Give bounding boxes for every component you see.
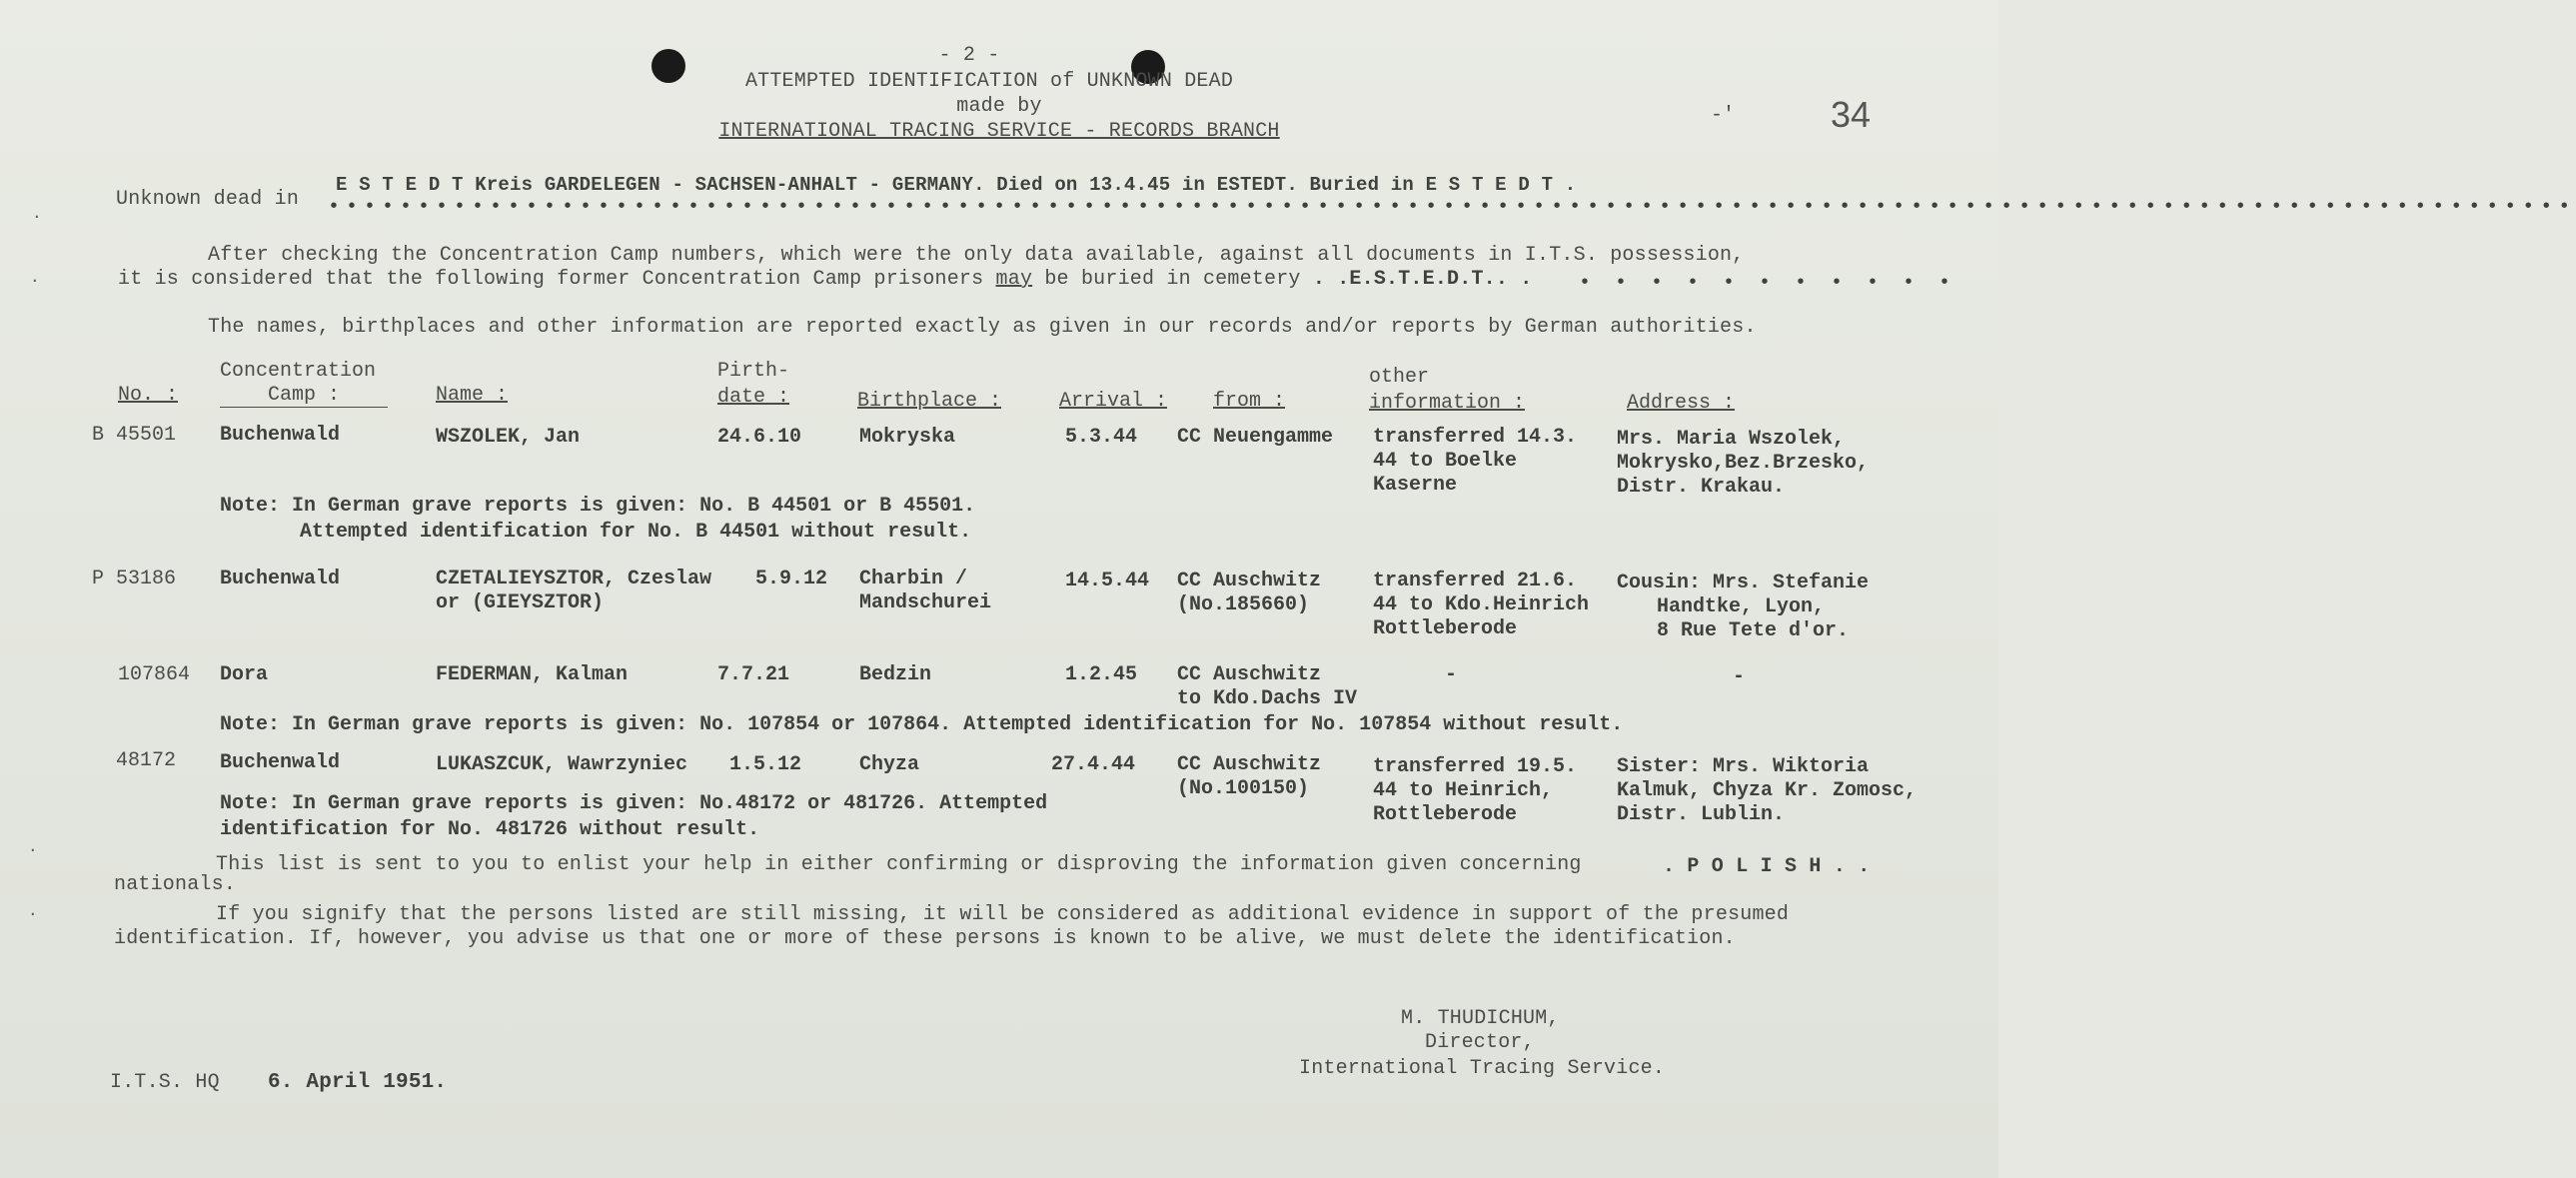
cell-arrival: 5.3.44 [1065, 426, 1138, 449]
header-no: No. : [118, 384, 179, 407]
row-note: Note: In German grave reports is given: No. B 44501 or B 45501. Attempted identification for No. B 44501 without result. [220, 495, 976, 544]
cell-camp: Buchenwald [220, 424, 341, 447]
cell-other: transferred 21.6. 44 to Kdo.Heinrich Rottleberode [1373, 570, 1590, 640]
intro-line-1: After checking the Concentration Camp numbers, which were the only data available, against all documents in I.T.S. possession, [208, 244, 1745, 267]
cell-no: B 45501 [92, 424, 177, 447]
header-other-bottom: information : [1369, 392, 1526, 415]
cell-birthplace: Mokryska [859, 426, 956, 449]
page-number: 34 [1831, 94, 1872, 135]
cell-name: CZETALIEYSZTOR, Czeslaw or (GIEYSZTOR) [436, 568, 712, 614]
intro-line-2-start: it is considered that the following former Concentration Camp prisoners [118, 268, 984, 291]
margin-mark: · [28, 905, 38, 923]
header-other-top: other [1369, 366, 1430, 389]
header-birthdate-top: Pirth- [717, 360, 790, 383]
cell-other: transferred 19.5. 44 to Heinrich, Rottleberode [1373, 755, 1578, 826]
cell-address: Sister: Mrs. Wiktoria Kalmuk, Chyza Kr. Zomosc, Distr. Lublin. [1617, 755, 1918, 826]
intro-line-2 [118, 268, 1532, 291]
cell-other: transferred 14.3. 44 to Boelke Kaserne [1373, 426, 1578, 497]
dotted-leader: ••••••••••••••••••••••••••••••••••••••••••••••••••••••••••••••••••••••••••••••••••••••••••••••••••••••••••••••••••••••••••••• [328, 196, 2576, 219]
closing-paragraph-1-line-1: This list is sent to you to enlist your help in either confirming or disproving the information given concerning [216, 853, 1582, 876]
document-title: ATTEMPTED IDENTIFICATION of UNKNOWN DEAD [744, 70, 1234, 93]
cell-no: 107864 [118, 663, 191, 686]
closing-paragraph-1-line-2: nationals. [114, 873, 237, 896]
closing-paragraph-2-line-2: identification. If, however, you advise us that one or more of these persons is known to be alive, we must delete the identification. [114, 927, 1736, 950]
header-from: from : [1213, 390, 1286, 413]
cell-other: - [1445, 663, 1458, 686]
header-address: Address : [1627, 392, 1736, 415]
header-camp-top: Concentration [220, 360, 377, 383]
page-marker: - 2 - [938, 44, 1000, 67]
intro-may-word: may [995, 268, 1033, 291]
cell-camp: Buchenwald [220, 751, 341, 774]
footer-place: I.T.S. HQ [110, 1071, 220, 1094]
cell-birthplace: Charbin / Mandschurei [859, 568, 992, 614]
cell-name: WSZOLEK, Jan [436, 426, 581, 449]
organization-heading: INTERNATIONAL TRACING SERVICE - RECORDS BRANCH [718, 120, 1280, 143]
made-by-label: made by [956, 95, 1042, 118]
signature-name: M. THUDICHUM, [1401, 1007, 1560, 1030]
cell-camp: Buchenwald [220, 568, 341, 590]
cell-no: P 53186 [92, 568, 177, 590]
cell-birthdate: 1.5.12 [729, 753, 802, 776]
cell-name: FEDERMAN, Kalman [436, 663, 629, 686]
intro-dotted-leader: • • • • • • • • • • • [1579, 272, 1957, 295]
cell-from: CC Auschwitz (No.185660) [1177, 570, 1322, 616]
cell-from: CC Neuengamme [1177, 426, 1334, 449]
cell-no: 48172 [116, 749, 177, 772]
cell-address: Mrs. Maria Wszolek, Mokrysko,Bez.Brzesko, Distr. Krakau. [1617, 428, 1870, 499]
cell-from: CC Auschwitz to Kdo.Dachs IV [1177, 663, 1358, 710]
cell-birthdate: 5.9.12 [755, 568, 828, 590]
cell-camp: Dora [220, 663, 269, 686]
header-name: Name : [436, 384, 509, 407]
cell-arrival: 27.4.44 [1051, 753, 1136, 776]
header-birthplace: Birthplace : [857, 390, 1002, 413]
cell-arrival: 1.2.45 [1065, 663, 1138, 686]
punch-hole-left [651, 49, 685, 83]
intro-line-2-mid: be buried in cemetery [1044, 268, 1301, 291]
intro-line-3: The names, birthplaces and other information are reported exactly as given in our records and/or reports by German authorities. [208, 316, 1757, 339]
cell-birthplace: Bedzin [859, 663, 932, 686]
row-note: Note: In German grave reports is given: No. 107854 or 107864. Attempted identification for No. 107854 without result. [220, 713, 1624, 736]
corner-mark: -' [1711, 104, 1736, 127]
margin-mark: · [32, 208, 42, 226]
signature-organization: International Tracing Service. [1299, 1057, 1666, 1080]
margin-mark: · [30, 272, 40, 290]
closing-paragraph-2-line-1: If you signify that the persons listed are still missing, it will be considered as additional evidence in support of the presumed [216, 903, 1790, 926]
row-note: Note: In German grave reports is given: No.48172 or 481726. Attempted identification for No. 481726 without result. [220, 792, 1048, 841]
unknown-dead-label: Unknown dead in [116, 188, 300, 211]
cell-address: - [1733, 665, 1746, 688]
header-arrival: Arrival : [1059, 390, 1168, 413]
margin-mark: · [28, 841, 38, 859]
header-birthdate-bottom: date : [717, 386, 790, 409]
header-camp-bottom: Camp : [220, 384, 388, 408]
cell-from: CC Auschwitz (No.100150) [1177, 753, 1322, 800]
nationality: . P O L I S H . . [1663, 855, 1871, 878]
intro-cemetery-name: . .E.S.T.E.D.T.. . [1312, 268, 1533, 291]
cell-birthplace: Chyza [859, 753, 920, 776]
cell-birthdate: 24.6.10 [717, 426, 802, 449]
burial-location-text: E S T E D T Kreis GARDELEGEN - SACHSEN-ANHALT - GERMANY. Died on 13.4.45 in ESTEDT. Buried in E S T E D T . [336, 174, 1577, 196]
cell-address: Cousin: Mrs. Stefanie Handtke, Lyon, 8 Rue Tete d'or. [1617, 572, 1870, 642]
cell-arrival: 14.5.44 [1065, 570, 1150, 592]
cell-birthdate: 7.7.21 [717, 663, 790, 686]
signature-title: Director, [1425, 1031, 1535, 1054]
cell-name: LUKASZCUK, Wawrzyniec [436, 753, 688, 776]
footer-date: 6. April 1951. [268, 1071, 448, 1094]
